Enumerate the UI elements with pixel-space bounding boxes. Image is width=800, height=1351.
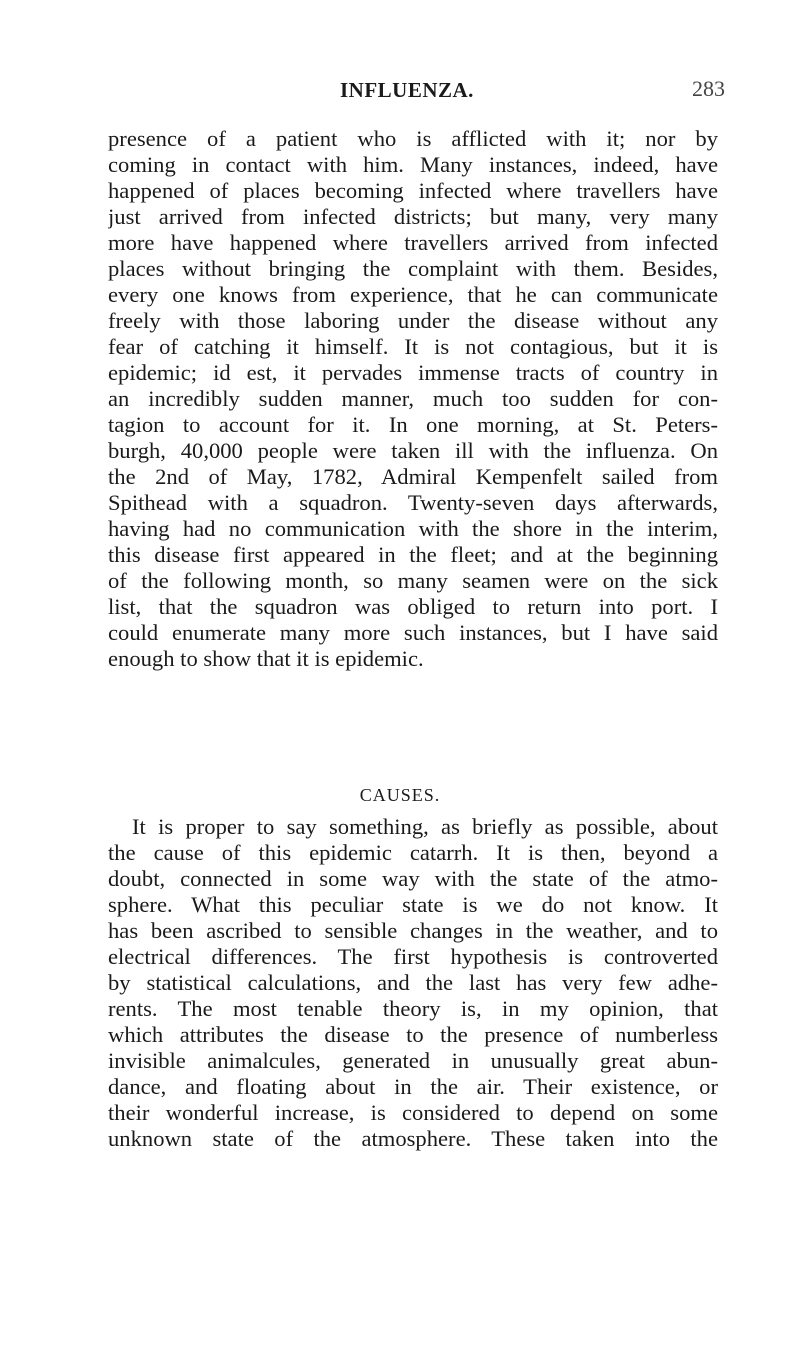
text-line: enough to show that it is epidemic. [108, 646, 424, 671]
text-line: of the following month, so many seamen were on the sick [108, 568, 718, 593]
running-title: INFLUENZA. [340, 78, 474, 102]
text-line: could enumerate many more such instances, but I have said [108, 620, 718, 645]
text-line: burgh, 40,000 people were taken ill with the influenza. On [108, 438, 718, 463]
text-line: unknown state of the atmosphere. These taken into the [108, 1126, 718, 1151]
text-line: Spithead with a squadron. Twenty-seven days afterwards, [108, 490, 718, 515]
text-line: just arrived from infected districts; but many, very many [108, 204, 718, 229]
paragraph-epidemic [108, 126, 718, 672]
text-line: their wonderful increase, is considered to depend on some [108, 1100, 718, 1125]
text-line: It is proper to say something, as briefly as possible, about [132, 814, 718, 839]
page-number: 283 [692, 76, 725, 101]
text-line: which attributes the disease to the presence of numberless [108, 1022, 718, 1047]
text-line: this disease first appeared in the fleet; and at the beginning [108, 542, 718, 567]
text-line: dance, and floating about in the air. Their existence, or [108, 1074, 718, 1099]
text-line: epidemic; id est, it pervades immense tracts of country in [108, 360, 718, 385]
text-line: list, that the squadron was obliged to return into port. I [108, 594, 718, 619]
text-line: more have happened where travellers arrived from infected [108, 230, 718, 255]
text-line: happened of places becoming infected where travellers have [108, 178, 718, 203]
section-heading-causes: CAUSES. [359, 785, 441, 805]
paragraph-causes [108, 814, 718, 1152]
text-line: the cause of this epidemic catarrh. It is then, beyond a [108, 840, 718, 865]
text-line: presence of a patient who is afflicted with it; nor by [108, 126, 718, 151]
text-line: by statistical calculations, and the last has very few adhe- [108, 970, 718, 995]
text-line: coming in contact with him. Many instances, indeed, have [108, 152, 718, 177]
text-line: electrical differences. The first hypothesis is controverted [108, 944, 718, 969]
text-line: an incredibly sudden manner, much too sudden for con- [108, 386, 718, 411]
text-line: sphere. What this peculiar state is we do not know. It [108, 892, 718, 917]
text-line: fear of catching it himself. It is not contagious, but it is [108, 334, 718, 359]
text-line: has been ascribed to sensible changes in the weather, and to [108, 918, 718, 943]
text-line: invisible animalcules, generated in unusually great abun- [108, 1048, 718, 1073]
text-line: places without bringing the complaint with them. Besides, [108, 256, 718, 281]
text-line: the 2nd of May, 1782, Admiral Kempenfelt sailed from [108, 464, 718, 489]
text-line: having had no communication with the shore in the interim, [108, 516, 718, 541]
text-line: tagion to account for it. In one morning, at St. Peters- [108, 412, 718, 437]
text-line: freely with those laboring under the disease without any [108, 308, 718, 333]
text-line: doubt, connected in some way with the state of the atmo- [108, 866, 718, 891]
text-line: every one knows from experience, that he can communicate [108, 282, 718, 307]
text-line: rents. The most tenable theory is, in my opinion, that [108, 996, 718, 1021]
